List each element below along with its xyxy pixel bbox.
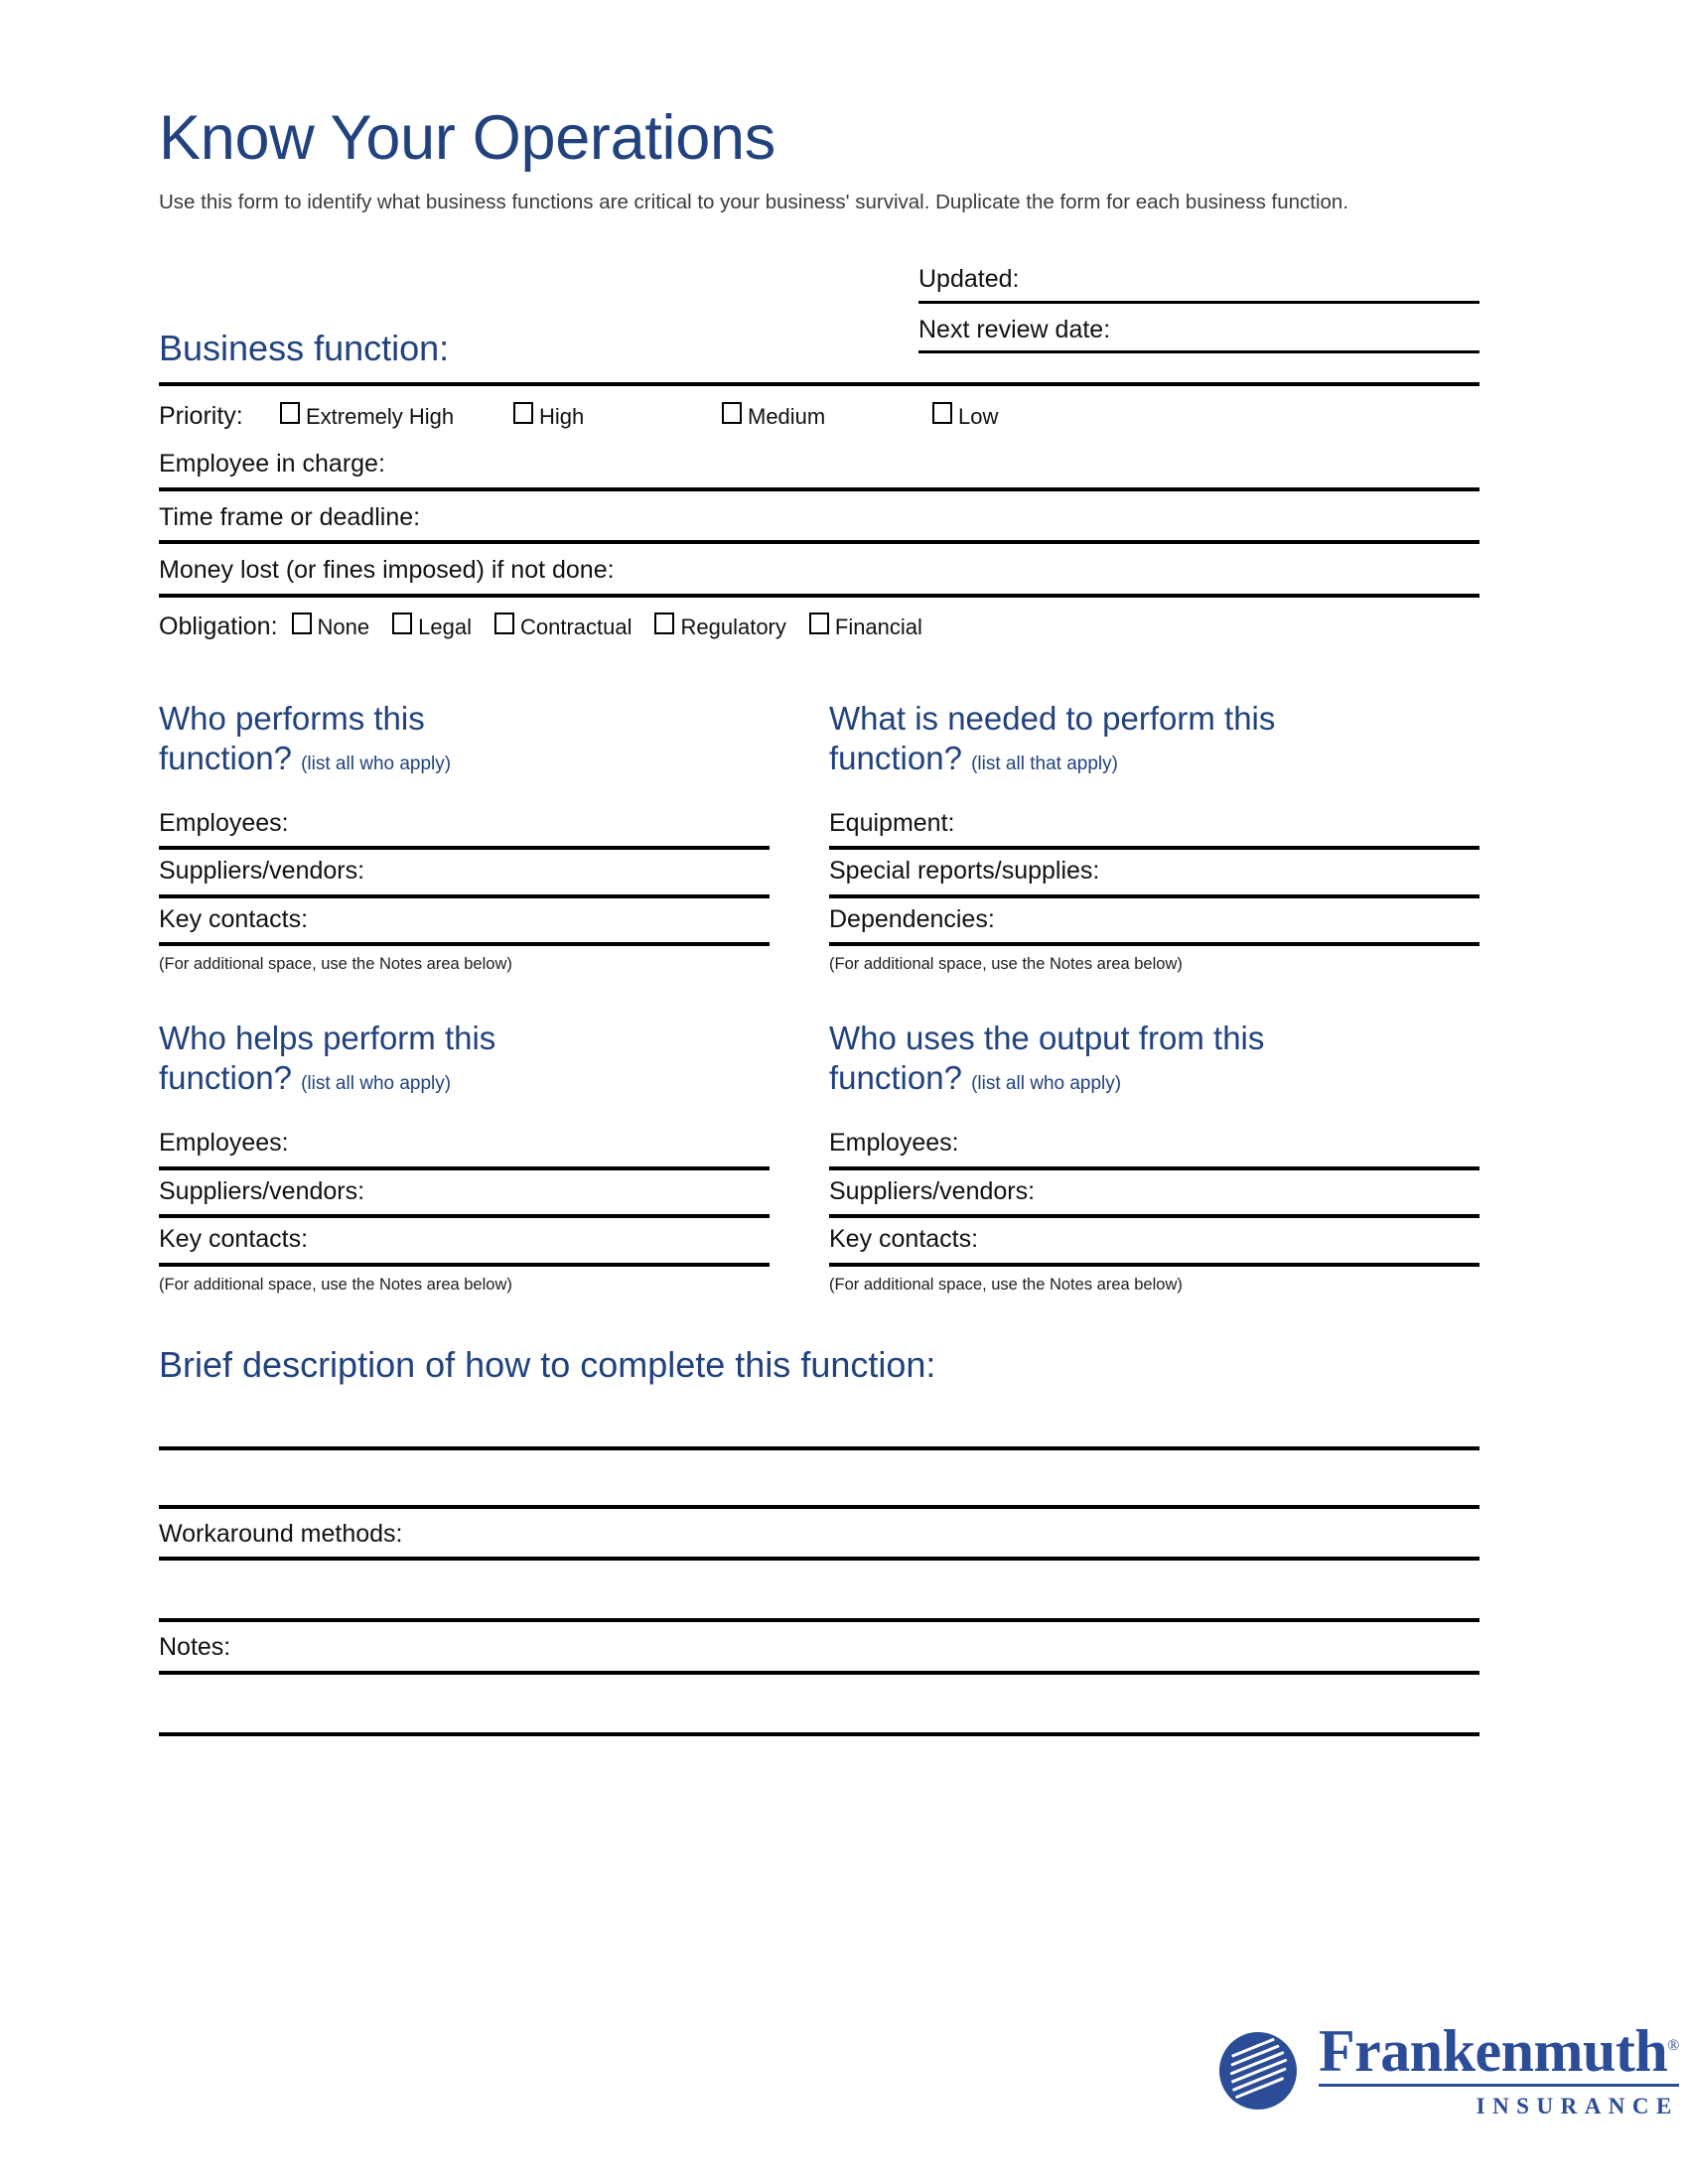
additional-space-note: (For additional space, use the Notes area below) [829, 955, 1183, 974]
field-rule [159, 1732, 1479, 1736]
field-label: Dependencies: [829, 904, 995, 933]
section-who-helps-perform [159, 1019, 770, 1294]
field-suppliers-vendors[interactable] [829, 1178, 1479, 1219]
section-heading [159, 699, 770, 779]
field-rule [159, 942, 770, 946]
section-heading [829, 1019, 1479, 1099]
section-heading-line2: function? [829, 739, 962, 776]
additional-space-note: (For additional space, use the Notes area below) [159, 955, 512, 974]
obligation-option-label: Financial [834, 614, 922, 639]
field-suppliers-vendors[interactable] [159, 1178, 770, 1219]
obligation-checkbox-regulatory[interactable] [654, 613, 785, 640]
field-rule [829, 894, 1479, 898]
checkbox-icon[interactable] [809, 613, 829, 634]
field-rule [159, 487, 1479, 491]
field-label: Employees: [829, 1129, 959, 1158]
obligation-row [159, 613, 1479, 641]
section-heading-line1: What is needed to perform this [829, 699, 1276, 737]
description-heading: Brief description of how to complete this function: [159, 1343, 936, 1385]
bottom-section [159, 1345, 1479, 1736]
updated-field[interactable] [918, 266, 1479, 304]
obligation-checkbox-none[interactable] [292, 613, 370, 640]
section-heading-note: (list all who apply) [301, 1073, 452, 1095]
registered-trademark-icon: ® [1667, 2037, 1679, 2054]
additional-space-note: (For additional space, use the Notes area below) [159, 1275, 512, 1294]
field-employees[interactable] [829, 1130, 1479, 1170]
field-label: Suppliers/vendors: [829, 1176, 1036, 1205]
time-frame-field[interactable] [159, 504, 1479, 545]
additional-space-note: (For additional space, use the Notes area below) [829, 1275, 1183, 1294]
logo-wordmark [1319, 2018, 1679, 2119]
field-rule [829, 846, 1479, 850]
field-employees[interactable] [159, 1130, 770, 1170]
field-label: Employees: [159, 808, 289, 837]
field-rule [829, 1166, 1479, 1170]
field-key-contacts[interactable] [159, 906, 770, 947]
section-heading-line2: function? [159, 1059, 292, 1097]
obligation-checkbox-financial[interactable] [809, 613, 922, 640]
description-field-line2[interactable] [159, 1450, 1479, 1509]
obligation-label: Obligation: [159, 612, 278, 640]
field-rule [829, 1214, 1479, 1218]
priority-label: Priority: [159, 402, 243, 431]
priority-row [159, 402, 1479, 438]
field-label: Key contacts: [159, 904, 309, 933]
logo-brand-name [1319, 2018, 1679, 2084]
field-label: Money lost (or fines imposed) if not done: [159, 556, 615, 585]
section-row-2 [159, 1019, 1479, 1294]
section-heading-line1: Who performs this [159, 699, 425, 737]
field-dependencies[interactable] [829, 906, 1479, 947]
notes-field-line2[interactable] [159, 1675, 1479, 1736]
field-rule [159, 846, 770, 850]
priority-checkbox-extremely-high[interactable] [280, 402, 454, 430]
frankenmuth-circle-icon [1219, 2032, 1297, 2110]
checkbox-icon[interactable] [392, 613, 412, 634]
field-rule [159, 540, 1479, 544]
field-rule [159, 894, 770, 898]
field-label: Special reports/supplies: [829, 857, 1100, 886]
priority-checkbox-low[interactable] [932, 402, 998, 430]
logo-subtitle: INSURANCE [1476, 2093, 1679, 2118]
section-what-is-needed [829, 699, 1479, 974]
frankenmuth-insurance-logo [1219, 2018, 1679, 2119]
field-rule [829, 942, 1479, 946]
section-heading [159, 1019, 770, 1099]
priority-checkbox-medium[interactable] [722, 402, 825, 430]
checkbox-icon[interactable] [292, 613, 312, 634]
employee-in-charge-field[interactable] [159, 451, 1479, 491]
obligation-checkbox-legal[interactable] [392, 613, 472, 640]
diagonal-stripes-icon [1220, 2036, 1296, 2106]
logo-underline [1319, 2084, 1679, 2087]
field-label: Workaround methods: [159, 1520, 403, 1549]
field-rule [159, 594, 1479, 598]
page-title: Know Your Operations [159, 103, 775, 173]
section-heading-line2: function? [829, 1059, 962, 1097]
field-rule [918, 350, 1479, 353]
field-suppliers-vendors[interactable] [159, 858, 770, 898]
notes-field[interactable] [159, 1622, 1479, 1676]
section-who-performs [159, 699, 770, 974]
next-review-date-field[interactable] [918, 317, 1479, 354]
field-employees[interactable] [159, 810, 770, 851]
field-label: Suppliers/vendors: [159, 1176, 365, 1205]
header-date-fields [918, 266, 1479, 353]
business-function-rule [159, 382, 1479, 386]
workaround-methods-field[interactable] [159, 1509, 1479, 1561]
priority-option-label: Medium [748, 404, 826, 430]
obligation-option-label: None [317, 614, 370, 639]
field-label: Notes: [159, 1632, 231, 1661]
field-rule [159, 1166, 770, 1170]
field-rule [918, 301, 1479, 304]
checkbox-icon[interactable] [513, 402, 533, 424]
obligation-option-label: Legal [418, 614, 472, 639]
priority-option-label: Extremely High [306, 404, 455, 430]
field-label: Equipment: [829, 808, 955, 837]
field-label: Suppliers/vendors: [159, 857, 365, 886]
section-heading-note: (list all that apply) [971, 752, 1118, 774]
field-special-reports-supplies[interactable] [829, 858, 1479, 898]
checkbox-icon[interactable] [654, 613, 674, 634]
field-key-contacts[interactable] [159, 1226, 770, 1267]
money-lost-field[interactable] [159, 557, 1479, 598]
section-heading-note: (list all who apply) [301, 752, 452, 774]
field-equipment[interactable] [829, 810, 1479, 851]
field-label: Next review date: [918, 315, 1111, 343]
obligation-option-label: Regulatory [680, 614, 786, 639]
priority-option-label: Low [958, 404, 999, 430]
form-body [159, 0, 1479, 1736]
logo-brand-text: Frankenmuth [1319, 2018, 1668, 2084]
intro-text: Use this form to identify what business functions are critical to your business' survival. Duplicate the form for each business function. [159, 191, 1349, 213]
checkbox-icon[interactable] [722, 402, 742, 424]
field-key-contacts[interactable] [829, 1226, 1479, 1267]
obligation-option-label: Contractual [519, 614, 633, 639]
section-heading [829, 699, 1479, 779]
field-label: Key contacts: [829, 1225, 979, 1254]
priority-checkbox-high[interactable] [513, 402, 584, 430]
field-rule [159, 1214, 770, 1218]
priority-option-label: High [539, 404, 585, 430]
section-heading-line1: Who uses the output from this [829, 1020, 1265, 1057]
field-label: Key contacts: [159, 1225, 309, 1254]
workaround-methods-field-line2[interactable] [159, 1561, 1479, 1622]
field-label: Time frame or deadline: [159, 502, 421, 531]
field-rule [829, 1263, 1479, 1267]
field-rule [159, 1263, 770, 1267]
checkbox-icon[interactable] [280, 402, 300, 424]
business-function-heading: Business function: [159, 327, 450, 368]
checkbox-icon[interactable] [932, 402, 952, 424]
section-heading-line1: Who helps perform this [159, 1020, 496, 1057]
field-label: Updated: [918, 265, 1020, 293]
field-label: Employees: [159, 1129, 289, 1158]
checkbox-icon[interactable] [494, 613, 514, 634]
section-heading-note: (list all who apply) [971, 1073, 1122, 1095]
obligation-checkbox-contractual[interactable] [494, 613, 633, 640]
section-who-uses-output [829, 1019, 1479, 1294]
section-heading-line2: function? [159, 739, 292, 776]
section-row-1 [159, 699, 1479, 974]
description-field[interactable] [159, 1385, 1479, 1450]
field-label: Employee in charge: [159, 450, 385, 478]
